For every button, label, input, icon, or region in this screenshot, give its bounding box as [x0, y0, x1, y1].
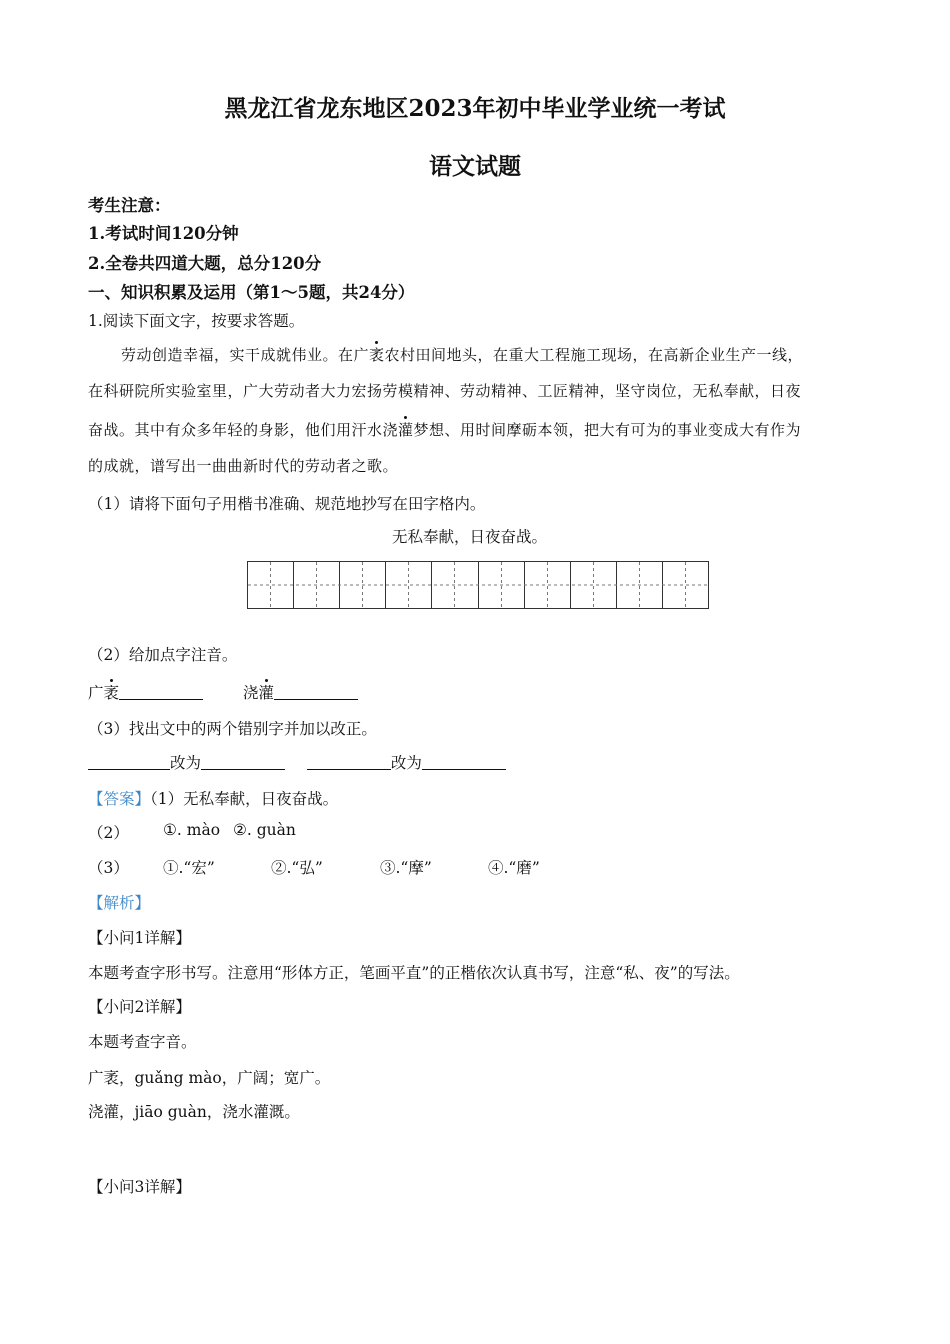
sub-analysis-2-text: 本题考查字音。 — [88, 1033, 197, 1051]
passage-text: 梦想、用时间摩砺本领，把大有可为的事业变成大有作为 — [413, 421, 802, 439]
wrong-char-blank-2[interactable] — [307, 755, 391, 770]
answer-2a: ①. mào — [163, 821, 221, 839]
answer-line-3-label: （3） — [88, 859, 129, 877]
sub-analysis-2-line-1: 广袤，guǎng mào，广阔；宽广。 — [88, 1069, 331, 1087]
dotted-char: 灌 — [398, 421, 414, 439]
sub-analysis-3-heading: 【小问3详解】 — [88, 1178, 191, 1196]
sub-question-1: （1）请将下面句子用楷书准确、规范地抄写在田字格内。 — [88, 495, 486, 513]
dotted-char: 灌 — [258, 684, 274, 702]
page-title: 黑龙江省龙东地区2023年初中毕业学业统一考试 — [224, 95, 726, 122]
answer-2b: ②. guàn — [233, 821, 296, 839]
pinyin-word-2: 浇 — [242, 684, 259, 702]
passage-text: 劳动创造幸福，实干成就伟业。在广 — [121, 346, 370, 364]
pinyin-blank-1[interactable] — [119, 685, 203, 700]
notice-item-1: 1.考试时间120分钟 — [88, 224, 239, 243]
passage-text: 农村田间地头，在重大工程施工现场，在高新企业生产一线， — [384, 346, 804, 364]
answer-3c: ③.“摩” — [380, 859, 432, 877]
pinyin-word-1: 广 — [88, 684, 104, 702]
sub-analysis-2-line-2: 浇灌，jiāo guàn，浇水灌溉。 — [88, 1103, 300, 1121]
pinyin-line — [88, 681, 358, 703]
sub-analysis-1-text: 本题考查字形书写。注意用“形体方正，笔画平直”的正楷依次认真书写，注意“私、夜”的写法。 — [88, 964, 740, 982]
correct-char-blank-1[interactable] — [201, 755, 285, 770]
passage-line-2: 在科研院所实验室里，广大劳动者大力宏扬劳模精神、劳动精神、工匠精神，坚守岗位，无私奉献，日夜 — [88, 382, 802, 400]
page-subtitle: 语文试题 — [429, 153, 521, 180]
change-label: 改为 — [390, 754, 422, 772]
answer-3d: ④.“磨” — [488, 859, 540, 877]
answer-text: （1）无私奉献，日夜奋战。 — [150, 790, 339, 808]
sub-question-2: （2）给加点字注音。 — [88, 646, 238, 664]
sub-analysis-2-heading: 【小问2详解】 — [88, 998, 191, 1016]
dotted-char: 袤 — [103, 684, 120, 702]
correct-char-blank-2[interactable] — [422, 755, 506, 770]
sub-question-3: （3）找出文中的两个错别字并加以改正。 — [88, 720, 377, 738]
passage-line-4: 的成就，谱写出一曲曲新时代的劳动者之歌。 — [88, 457, 399, 475]
copy-sentence: 无私奉献，日夜奋战。 — [392, 528, 548, 546]
passage-text: 奋战。其中有众多年轻的身影，他们用汗水浇 — [88, 421, 399, 439]
wrong-char-blank-1[interactable] — [88, 755, 170, 770]
sub-analysis-1-heading: 【小问1详解】 — [88, 929, 191, 947]
notice-heading: 考生注意： — [88, 196, 171, 215]
answer-line-2-label: （2） — [88, 824, 129, 842]
answer-3a: ①.“宏” — [163, 859, 215, 877]
tianzige-grid[interactable] — [247, 561, 709, 609]
section-heading: 一、知识积累及运用（第1～5题，共24分） — [88, 283, 415, 302]
answer-3b: ②.“弘” — [271, 859, 323, 877]
analysis-tag: 【解析】 — [88, 894, 151, 912]
change-label: 改为 — [170, 754, 202, 772]
passage-line-1 — [121, 344, 803, 365]
dotted-char: 袤 — [369, 346, 385, 364]
question-prompt: 1.阅读下面文字，按要求答题。 — [88, 312, 305, 330]
answer-line-1 — [88, 787, 338, 809]
pinyin-blank-2[interactable] — [274, 685, 358, 700]
correction-line — [88, 751, 506, 773]
passage-line-3 — [88, 419, 801, 440]
notice-item-2: 2.全卷共四道大题，总分120分 — [88, 254, 322, 273]
answer-tag: 【答案】 — [88, 790, 151, 808]
